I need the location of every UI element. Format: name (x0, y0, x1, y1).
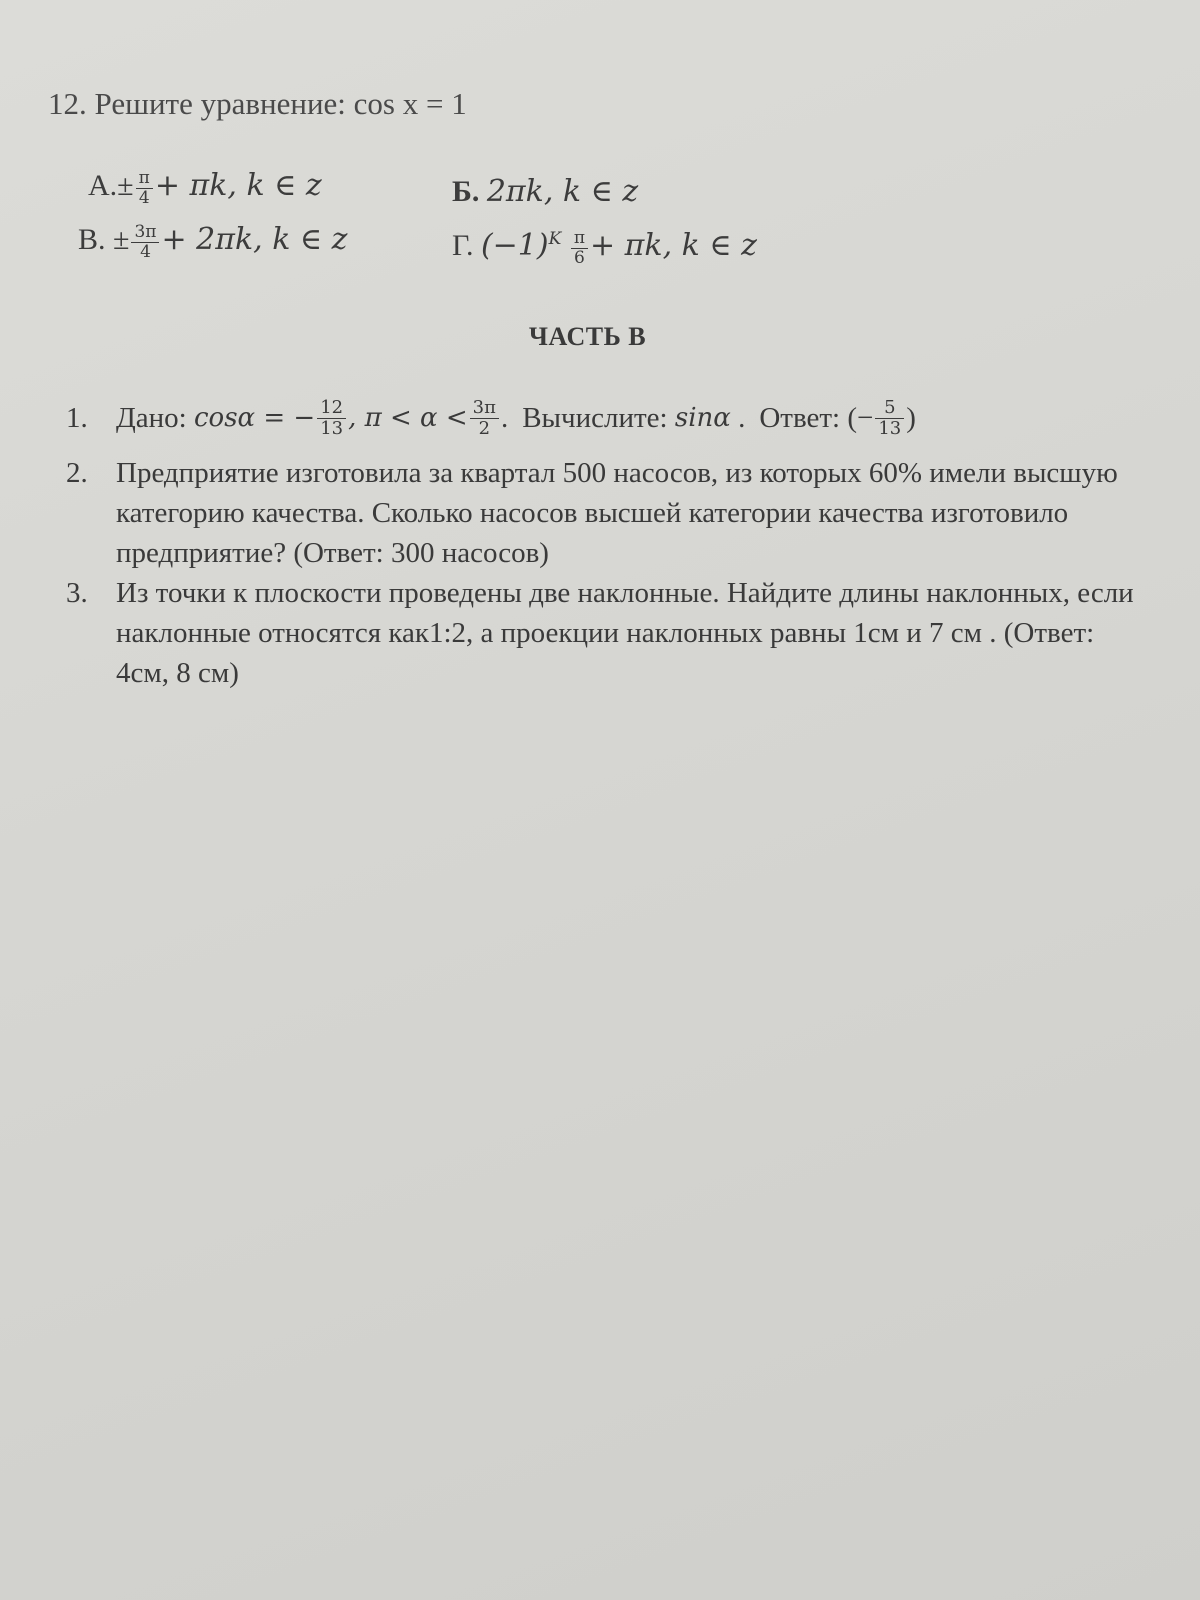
option-b-label: Б. (452, 175, 480, 208)
option-v-label: В. (78, 223, 106, 256)
option-v-rest: + 2πk, k ∈ z (161, 222, 348, 257)
option-g (452, 228, 757, 267)
task-1-range: , π < α < (348, 403, 468, 433)
task-1-answer-label: Ответ: (− (759, 402, 874, 434)
option-g-pre: (−1) (480, 228, 549, 263)
task-1-number: 1. (66, 402, 88, 434)
task-1-f2-denominator: 2 (478, 417, 491, 439)
option-v-numerator: 3π (131, 223, 159, 243)
option-a-numerator: π (136, 169, 153, 189)
task-2-text: Предприятие изготовила за квартал 500 насосов, из которых 60% имели высшую категорию качества. Сколько насосов высшей категории качества изготовило предприятие? (Ответ: 300 насосов) (116, 457, 1118, 569)
option-g-fraction (571, 229, 588, 267)
task-1-dot2: . (738, 402, 746, 434)
task-1 (66, 385, 1146, 451)
option-b-rest: 2πk, k ∈ z (486, 174, 639, 209)
question-number: 12. (48, 86, 87, 121)
section-heading: ЧАСТЬ В (528, 322, 647, 351)
option-g-exponent: K (548, 229, 562, 249)
option-g-denominator: 6 (573, 247, 585, 268)
task-1-lhs: cosα = − (193, 403, 316, 433)
option-a-fraction (136, 169, 153, 207)
task-1-f2-numerator: 3π (470, 398, 499, 419)
task-3-number: 3. (66, 577, 88, 609)
task-2 (66, 453, 1146, 573)
option-v-denominator: 4 (140, 241, 151, 262)
task-1-dot: . (500, 402, 509, 434)
option-g-label: Г. (452, 229, 474, 262)
task-3-text: Из точки к плоскости проведены две наклонные. Найдите длины наклонных, если наклонные относятся как1:2, а проекции наклонных равны 1см и 7 см . (Ответ: 4см, 8 см) (116, 577, 1134, 689)
task-1-f1-denominator: 13 (320, 417, 344, 439)
option-a-label: А. (88, 169, 118, 202)
task-1-given: Дано: (116, 402, 187, 434)
task-1-f3-denominator: 13 (878, 417, 902, 439)
task-1-fraction-1 (317, 398, 346, 439)
question-12 (48, 86, 467, 122)
option-v-pm: ± (113, 223, 130, 256)
option-b (452, 174, 638, 209)
task-1-fraction-3 (875, 398, 904, 439)
task-3 (66, 573, 1146, 693)
option-a (88, 168, 322, 207)
option-a-rest: + πk, k ∈ z (154, 168, 322, 203)
option-v (78, 222, 347, 261)
task-1-sin: sinα (674, 403, 731, 433)
task-list (66, 385, 1146, 693)
task-2-number: 2. (66, 457, 88, 489)
question-equation: cos x = 1 (353, 86, 467, 121)
option-v-fraction (131, 223, 159, 261)
task-1-f3-numerator: 5 (875, 398, 904, 419)
task-1-fraction-2 (470, 398, 499, 439)
option-g-rest: + πk, k ∈ z (590, 228, 757, 263)
question-prompt: Решите уравнение: (94, 86, 346, 121)
option-a-denominator: 4 (138, 187, 150, 208)
task-1-calc: Вычислите: (522, 402, 668, 434)
option-g-numerator: π (571, 229, 588, 249)
task-1-f1-numerator: 12 (317, 398, 346, 419)
task-1-close: ) (906, 402, 916, 434)
option-a-pm: ± (117, 169, 134, 202)
